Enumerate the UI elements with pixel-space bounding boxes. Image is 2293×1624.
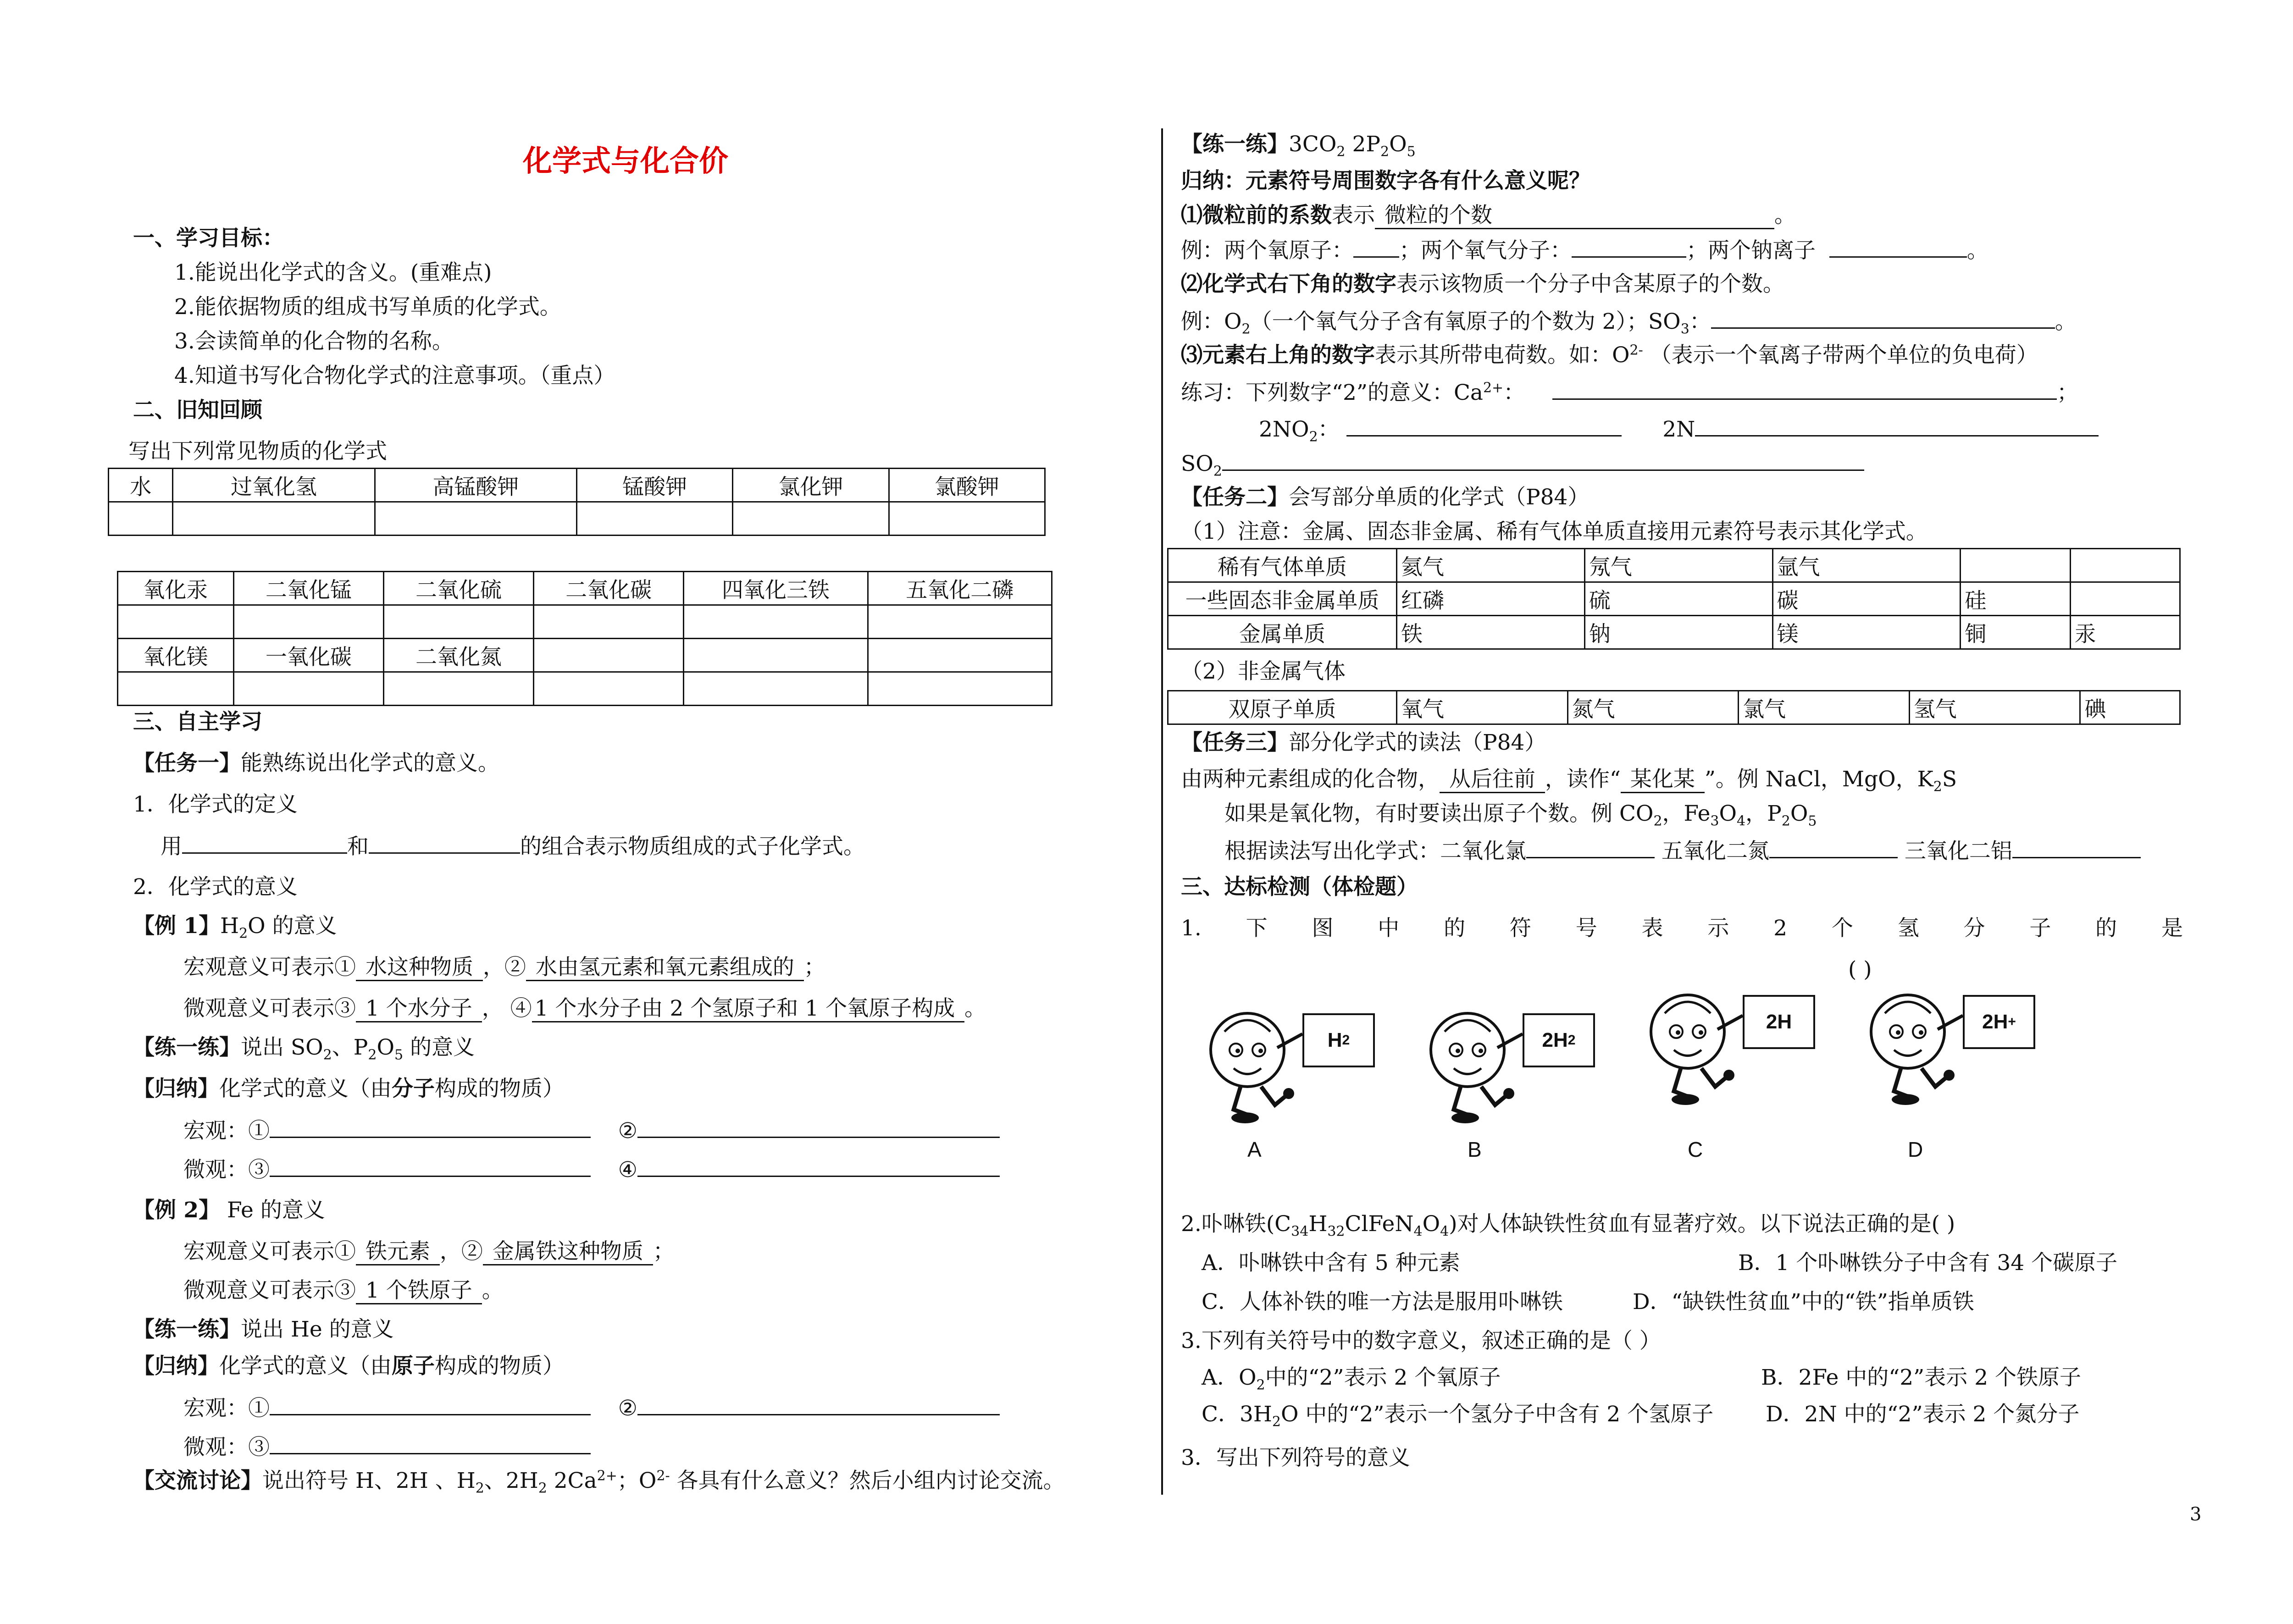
summary2-macro: 宏观：① ② bbox=[183, 1394, 1000, 1422]
table-cell: 硫 bbox=[1584, 582, 1772, 616]
question3-stem: 3.下列有关符号中的数字意义，叙述正确的是（ ） bbox=[1181, 1328, 1661, 1353]
answer-cell[interactable] bbox=[1961, 549, 2070, 582]
answer-cell[interactable] bbox=[576, 502, 732, 536]
table-cell: 氧化汞 bbox=[118, 572, 234, 605]
example1-line: 【例 1】$H_2O$ 的意义 bbox=[133, 913, 337, 942]
answer-blank[interactable] bbox=[270, 1155, 591, 1177]
table-cell: 铁 bbox=[1397, 616, 1585, 649]
answer-cell[interactable] bbox=[534, 639, 684, 672]
question3-option-d[interactable]: D．2N 中的“2”表示 2 个氮分子 bbox=[1766, 1402, 2080, 1427]
table-cell: 红磷 bbox=[1397, 582, 1585, 616]
task2-note2: （2）非金属气体 bbox=[1181, 659, 1346, 684]
table-cell: 氖气 bbox=[1584, 549, 1772, 582]
table-cell: 二氧化氮 bbox=[383, 639, 533, 672]
definition-line: 用 和 的组合表示物质组成的式子化学式。 bbox=[161, 832, 865, 861]
answer-cell[interactable] bbox=[2070, 549, 2180, 582]
formula-table-2 bbox=[117, 571, 1052, 706]
table-cell: 氯化钾 bbox=[733, 469, 889, 502]
practice-line: 【练一练】$3CO_2$ $2P_2O_5$ bbox=[1181, 132, 1416, 160]
table-cell: 氯气 bbox=[1739, 691, 1910, 724]
page-title: 化学式与化合价 bbox=[523, 144, 728, 178]
rule3-line: ⑶元素右上角的数字表示其所带电荷数。如：$O^{2-}$ （表示一个氧离子带两个单位的负电荷） bbox=[1181, 342, 2038, 368]
answer-blank[interactable] bbox=[182, 832, 347, 854]
answer-blank[interactable] bbox=[1552, 378, 2057, 400]
option-label: B bbox=[1468, 1138, 1482, 1161]
answer-blank[interactable] bbox=[637, 1155, 1000, 1177]
answer-blank[interactable] bbox=[1222, 449, 1864, 471]
question3-option-b[interactable]: B．2Fe 中的“2”表示 2 个铁原子 bbox=[1761, 1365, 2081, 1390]
definition-heading: 1．化学式的定义 bbox=[133, 792, 298, 817]
answer-cell[interactable] bbox=[118, 605, 234, 639]
question3-option-c[interactable]: C．$3H_2O$ 中的“2”表示一个氢分子中含有 2 个氢原子 bbox=[1202, 1402, 1714, 1430]
table-cell: 氧气 bbox=[1397, 691, 1568, 724]
table-cell: 硅 bbox=[1961, 582, 2070, 616]
formula-box: 2H bbox=[1743, 995, 1815, 1049]
review-instruction: 写出下列常见物质的化学式 bbox=[128, 439, 387, 464]
answer-cell[interactable] bbox=[383, 672, 533, 706]
option-label: D bbox=[1908, 1138, 1923, 1161]
meaning-heading: 2．化学式的意义 bbox=[133, 874, 298, 900]
answer-cell[interactable] bbox=[684, 672, 868, 706]
answer-blank[interactable] bbox=[1695, 415, 2099, 436]
option-figure-a[interactable] bbox=[1197, 1000, 1390, 1165]
answer-cell[interactable] bbox=[118, 672, 234, 706]
answer-blank[interactable] bbox=[1353, 236, 1399, 258]
answer-cell[interactable] bbox=[233, 605, 383, 639]
example2-line: 【例 2】 Fe 的意义 bbox=[133, 1198, 325, 1223]
answer-cell[interactable] bbox=[534, 672, 684, 706]
table-cell: 二氧化硫 bbox=[383, 572, 533, 605]
rule2-example: 例：$O_2$（一个氧气分子含有氧原子的个数为 2）；$SO_3$： 。 bbox=[1181, 307, 2077, 336]
summary2-micro: 微观：③ bbox=[183, 1433, 591, 1461]
question3-option-a[interactable]: A．$O_2$中的“2”表示 2 个氧原子 bbox=[1202, 1365, 1501, 1393]
table-cell: 过氧化氢 bbox=[173, 469, 375, 502]
option-figure-c[interactable] bbox=[1637, 981, 1830, 1161]
table-cell: 碘 bbox=[2080, 691, 2180, 724]
answer-cell[interactable] bbox=[109, 502, 173, 536]
answer-cell[interactable] bbox=[868, 639, 1052, 672]
example2-micro: 微观意义可表示③ 1 个铁原子 。 bbox=[183, 1277, 504, 1304]
table-cell: 氮气 bbox=[1567, 691, 1739, 724]
section-self-study-heading: 三、自主学习 bbox=[133, 709, 262, 735]
section-review-heading: 二、旧知回顾 bbox=[133, 398, 262, 423]
answer-cell[interactable] bbox=[684, 605, 868, 639]
answer-cell[interactable] bbox=[868, 672, 1052, 706]
answer-cell[interactable] bbox=[733, 502, 889, 536]
table-cell: 二氧化碳 bbox=[534, 572, 684, 605]
table-cell: 氧化镁 bbox=[118, 639, 234, 672]
answer-blank[interactable] bbox=[270, 1116, 591, 1138]
table-cell: 氦气 bbox=[1397, 549, 1585, 582]
formula-box: 2H + bbox=[1963, 995, 2035, 1049]
summary1-line: 【归纳】化学式的意义（由分子构成的物质） bbox=[133, 1076, 564, 1101]
answer-blank[interactable] bbox=[637, 1116, 1000, 1138]
example2-macro: 宏观意义可表示① 铁元素 ，② 金属铁这种物质 ； bbox=[183, 1238, 675, 1265]
practice3-line2: $2NO_2$： 2N bbox=[1259, 415, 2099, 443]
question2-option-a[interactable]: A．卟啉铁中含有 5 种元素 bbox=[1202, 1250, 1460, 1276]
table-cell: 一些固态非金属单质 bbox=[1168, 582, 1397, 616]
table-cell: 氩气 bbox=[1772, 549, 1961, 582]
formula-box: 2H 2 bbox=[1523, 1013, 1595, 1067]
table-cell: 镁 bbox=[1772, 616, 1961, 649]
elements-table bbox=[1167, 548, 2181, 650]
answer-blank[interactable] bbox=[637, 1394, 1000, 1415]
answer-blank[interactable] bbox=[1769, 837, 1898, 858]
answer-cell[interactable] bbox=[375, 502, 576, 536]
option-label: C bbox=[1688, 1138, 1703, 1161]
task1-line: 【任务一】能熟练说出化学式的意义。 bbox=[133, 751, 499, 776]
summary2-line: 【归纳】化学式的意义（由原子构成的物质） bbox=[133, 1353, 564, 1379]
practice3-line3: $SO_2$ bbox=[1181, 449, 1864, 478]
rule1-example: 例：两个氧原子： ；两个氧气分子： ；两个钠离子 。 bbox=[1181, 236, 1988, 265]
table-cell: 四氧化三铁 bbox=[684, 572, 868, 605]
question2-option-d[interactable]: D．“缺铁性贫血”中的“铁”指单质铁 bbox=[1633, 1289, 1974, 1315]
discussion-line: 【交流讨论】说出符号 H、2H 、$H_2$、$2H_2$ $2Ca^{2+}$；$O^{2-}$ 各具有什么意义？然后小组内讨论交流。 bbox=[133, 1468, 1065, 1497]
question1-answer-parens[interactable]: ( ) bbox=[1848, 957, 1872, 982]
table-cell: 钠 bbox=[1584, 616, 1772, 649]
rule1-line: ⑴微粒前的系数表示 微粒的个数 。 bbox=[1181, 202, 1796, 229]
question2-option-c[interactable]: C．人体补铁的唯一方法是服用卟啉铁 bbox=[1202, 1289, 1563, 1315]
answer-cell[interactable] bbox=[173, 502, 375, 536]
table-cell: 高锰酸钾 bbox=[375, 469, 576, 502]
answer-cell[interactable] bbox=[868, 605, 1052, 639]
option-figure-b[interactable] bbox=[1417, 1000, 1610, 1165]
table-cell: 一氧化碳 bbox=[233, 639, 383, 672]
answer-blank[interactable] bbox=[270, 1394, 591, 1415]
table-cell: 金属单质 bbox=[1168, 616, 1397, 649]
goal-item: 2.能依据物质的组成书写单质的化学式。 bbox=[174, 294, 561, 320]
rule2-line: ⑵化学式右下角的数字表示该物质一个分子中含某原子的个数。 bbox=[1181, 271, 1784, 297]
table-cell: 双原子单质 bbox=[1168, 691, 1397, 724]
answer-blank[interactable] bbox=[1526, 837, 1655, 858]
answer-cell[interactable] bbox=[684, 639, 868, 672]
table-cell: 水 bbox=[109, 469, 173, 502]
table-cell: 五氧化二磷 bbox=[868, 572, 1052, 605]
goal-item: 4.知道书写化合物化学式的注意事项。（重点） bbox=[174, 363, 615, 388]
table-cell: 汞 bbox=[2070, 616, 2180, 649]
summary1-micro: 微观：③ ④ bbox=[183, 1155, 1000, 1184]
table-cell: 锰酸钾 bbox=[576, 469, 732, 502]
question2-stem: 2.卟啉铁$(C_{34}H_{32}ClFeN_4O_4)$对人体缺铁性贫血有显著疗效。以下说法正确的是( ) bbox=[1181, 1211, 1955, 1240]
practice3-line: 练习：下列数字“2”的意义：$Ca^{2+}$： ； bbox=[1181, 378, 2078, 407]
answer-blank[interactable] bbox=[1829, 236, 1967, 258]
oxide-rule: 如果是氧化物，有时要读出原子个数。例 $CO_2$，$Fe_3O_4$，$P_2O_5$ bbox=[1224, 801, 1817, 829]
table-cell: 氯酸钾 bbox=[889, 469, 1045, 502]
column-divider bbox=[1161, 128, 1163, 1495]
goal-item: 1.能说出化学式的含义。(重难点) bbox=[174, 260, 492, 285]
section-test-heading: 三、达标检测（体检题） bbox=[1181, 874, 1418, 900]
example1-macro: 宏观意义可表示① 水这种物质 ，② 水由氢元素和氧元素组成的 ； bbox=[183, 954, 825, 981]
answer-cell[interactable] bbox=[534, 605, 684, 639]
answer-blank[interactable] bbox=[1346, 415, 1622, 436]
answer-cell[interactable] bbox=[889, 502, 1045, 536]
table-cell: 稀有气体单质 bbox=[1168, 549, 1397, 582]
practice1-line: 【练一练】说出 $SO_2$、$P_2O_5$ 的意义 bbox=[133, 1035, 475, 1063]
question4-stem: 3．写出下列符号的意义 bbox=[1181, 1445, 1410, 1470]
answer-blank[interactable] bbox=[369, 832, 520, 854]
page-number: 3 bbox=[2190, 1504, 2202, 1525]
formula-table-1 bbox=[108, 468, 1046, 536]
write-formulas-line: 根据读法写出化学式：二氧化氯 五氧化二氮 三氧化二铝 bbox=[1224, 837, 2141, 865]
answer-blank[interactable] bbox=[2012, 837, 2141, 858]
answer-blank[interactable] bbox=[1711, 307, 2055, 329]
table-cell: 碳 bbox=[1772, 582, 1961, 616]
answer-blank[interactable] bbox=[1572, 236, 1686, 258]
question2-option-b[interactable]: B．1 个卟啉铁分子中含有 34 个碳原子 bbox=[1738, 1250, 2118, 1276]
option-figure-d[interactable] bbox=[1857, 981, 2050, 1161]
practice2-line: 【练一练】说出 He 的意义 bbox=[133, 1317, 394, 1342]
reading-rule: 由两种元素组成的化合物， 从后往前 ，读作“ 某化某 ”。例 NaCl，MgO，$K_2S$ bbox=[1181, 767, 1957, 795]
task3-line: 【任务三】部分化学式的读法（P84） bbox=[1181, 730, 1546, 755]
example1-micro: 微观意义可表示③ 1 个水分子 ， ④ 1 个水分子由 2 个氢原子和 1 个氧原子构成 。 bbox=[183, 995, 986, 1022]
answer-cell[interactable] bbox=[233, 672, 383, 706]
answer-cell[interactable] bbox=[383, 605, 533, 639]
table-cell: 氢气 bbox=[1909, 691, 2080, 724]
option-label: A bbox=[1247, 1138, 1262, 1161]
answer-blank[interactable] bbox=[270, 1433, 591, 1454]
task2-line: 【任务二】会写部分单质的化学式（P84） bbox=[1181, 485, 1590, 510]
answer-cell[interactable] bbox=[2070, 582, 2180, 616]
table-cell: 铜 bbox=[1961, 616, 2070, 649]
task2-note1: （1）注意：金属、固态非金属、稀有气体单质直接用元素符号表示其化学式。 bbox=[1181, 519, 1927, 544]
diatomic-table bbox=[1167, 690, 2181, 725]
summary-question: 归纳：元素符号周围数字各有什么意义呢？ bbox=[1181, 168, 1590, 193]
section-goals-heading: 一、学习目标： bbox=[133, 226, 284, 251]
question1-line: 1. 下 图 中 的 符 号 表 示 2 个 氢 分 子 的 是 bbox=[1181, 916, 2183, 941]
goal-item: 3.会读简单的化合物的名称。 bbox=[174, 329, 454, 354]
formula-box: H 2 bbox=[1302, 1013, 1375, 1067]
summary1-macro: 宏观：① ② bbox=[183, 1116, 1000, 1145]
table-cell: 二氧化锰 bbox=[233, 572, 383, 605]
